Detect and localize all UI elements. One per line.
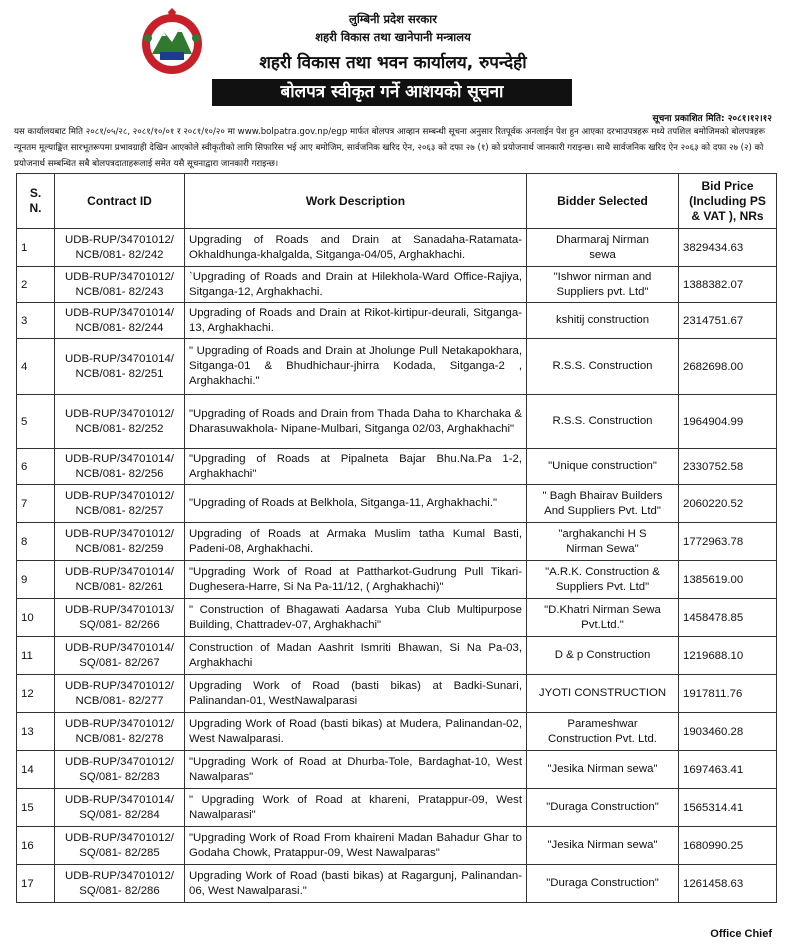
signature-office-chief: Office Chief bbox=[710, 928, 772, 940]
cell-price: 1388382.07 bbox=[679, 267, 777, 303]
cell-price: 1385619.00 bbox=[679, 561, 777, 599]
cell-bidder: kshitij construction bbox=[527, 303, 679, 339]
cell-price: 1680990.25 bbox=[679, 827, 777, 865]
cell-contract-id: UDB-RUP/34701012/ NCB/081- 82/278 bbox=[55, 713, 185, 751]
cell-bidder: "Unique construction" bbox=[527, 449, 679, 485]
header-bidder: Bidder Selected bbox=[527, 174, 679, 229]
cell-contract-id: UDB-RUP/34701014/ NCB/081- 82/244 bbox=[55, 303, 185, 339]
table-row bbox=[17, 523, 777, 561]
cell-work: Upgrading of Roads and Drain at Rikot-kirtipur-deurali, Sitganga-13, Arghakhachi. bbox=[185, 303, 527, 339]
cell-price: 1697463.41 bbox=[679, 751, 777, 789]
office-title: शहरी विकास तथा भवन कार्यालय, रुपन्देही bbox=[259, 53, 527, 73]
cell-work: Construction of Madan Aashrit Ismriti Bhawan, Si Na Pa-03, Arghakhachi bbox=[185, 637, 527, 675]
cell-contract-id: UDB-RUP/34701012/ SQ/081- 82/286 bbox=[55, 865, 185, 903]
cell-contract-id: UDB-RUP/34701012/ NCB/081- 82/252 bbox=[55, 395, 185, 449]
cell-contract-id: UDB-RUP/34701012/ SQ/081- 82/283 bbox=[55, 751, 185, 789]
cell-bidder: " Bagh Bhairav Builders And Suppliers Pvt. Ltd" bbox=[527, 485, 679, 523]
cell-sn: 4 bbox=[17, 339, 55, 395]
cell-price: 3829434.63 bbox=[679, 229, 777, 267]
table-row bbox=[17, 637, 777, 675]
header-work: Work Description bbox=[185, 174, 527, 229]
table-row bbox=[17, 789, 777, 827]
cell-work: "Upgrading of Roads and Drain from Thada Daha to Kharchaka & Dharasuwakhola- Nipane-Mulbari, Sitganga 02/03, Arghakhachi" bbox=[185, 395, 527, 449]
cell-bidder: R.S.S. Construction bbox=[527, 339, 679, 395]
cell-work: "Upgrading Work of Road at Dhurba-Tole, Bardaghat-10, West Nawalparas" bbox=[185, 751, 527, 789]
cell-sn: 1 bbox=[17, 229, 55, 267]
table-row bbox=[17, 267, 777, 303]
table-row bbox=[17, 827, 777, 865]
cell-work: Upgrading Work of Road (basti bikas) at Mudera, Palinandan-02, West Nawalparasi. bbox=[185, 713, 527, 751]
cell-price: 1903460.28 bbox=[679, 713, 777, 751]
cell-work: " Construction of Bhagawati Aadarsa Yuba Club Multipurpose Building, Chattradev-07, Arghakhachi" bbox=[185, 599, 527, 637]
cell-work: Upgrading of Roads at Armaka Muslim tatha Kumal Basti, Padeni-08, Arghakhachi. bbox=[185, 523, 527, 561]
cell-work: " Upgrading of Roads and Drain at Jholunge Pull Netakapokhara, Sitganga-01 & Bhudhichaur-jhirra Kodada, Sitganga-2 , Arghakhachi." bbox=[185, 339, 527, 395]
cell-sn: 17 bbox=[17, 865, 55, 903]
cell-sn: 9 bbox=[17, 561, 55, 599]
cell-sn: 5 bbox=[17, 395, 55, 449]
cell-bidder: Dharmaraj Nirman sewa bbox=[527, 229, 679, 267]
cell-contract-id: UDB-RUP/34701014/ SQ/081- 82/267 bbox=[55, 637, 185, 675]
cell-contract-id: UDB-RUP/34701012/ NCB/081- 82/242 bbox=[55, 229, 185, 267]
cell-work: "Upgrading Work of Road at Pattharkot-Gudrung Pull Tikari-Dughesera-Harre, Si Na Pa-11/12, ( Arghakhachi)" bbox=[185, 561, 527, 599]
table-header-row bbox=[17, 174, 777, 229]
table-row bbox=[17, 303, 777, 339]
header-contract-id: Contract ID bbox=[55, 174, 185, 229]
cell-work: "Upgrading of Roads at Belkhola, Sitganga-11, Arghakhachi." bbox=[185, 485, 527, 523]
cell-contract-id: UDB-RUP/34701012/ NCB/081- 82/243 bbox=[55, 267, 185, 303]
cell-bidder: "Ishwor nirman and Suppliers pvt. Ltd" bbox=[527, 267, 679, 303]
cell-sn: 8 bbox=[17, 523, 55, 561]
cell-price: 1917811.76 bbox=[679, 675, 777, 713]
cell-work: "Upgrading of Roads at Pipalneta Bajar Bhu.Na.Pa 1-2, Arghakhachi" bbox=[185, 449, 527, 485]
cell-work: " Upgrading Work of Road at khareni, Pratappur-09, West Nawalparasi" bbox=[185, 789, 527, 827]
cell-bidder: R.S.S. Construction bbox=[527, 395, 679, 449]
cell-work: Upgrading Work of Road (basti bikas) at Badki-Sunari, Palinandan-01, WestNawalparasi bbox=[185, 675, 527, 713]
cell-bidder: "D.Khatri Nirman Sewa Pvt.Ltd." bbox=[527, 599, 679, 637]
header-price bbox=[679, 174, 777, 229]
cell-bidder: "Duraga Construction" bbox=[527, 865, 679, 903]
cell-sn: 16 bbox=[17, 827, 55, 865]
cell-bidder: "A.R.K. Construction & Suppliers Pvt. Ltd" bbox=[527, 561, 679, 599]
table-row bbox=[17, 599, 777, 637]
cell-price: 1964904.99 bbox=[679, 395, 777, 449]
cell-price: 1565314.41 bbox=[679, 789, 777, 827]
cell-sn: 15 bbox=[17, 789, 55, 827]
cell-bidder: "Jesika Nirman sewa" bbox=[527, 751, 679, 789]
table-body bbox=[17, 229, 777, 903]
cell-bidder: JYOTI CONSTRUCTION bbox=[527, 675, 679, 713]
cell-contract-id: UDB-RUP/34701012/ NCB/081- 82/257 bbox=[55, 485, 185, 523]
cell-contract-id: UDB-RUP/34701012/ SQ/081- 82/285 bbox=[55, 827, 185, 865]
cell-price: 1772963.78 bbox=[679, 523, 777, 561]
cell-price: 1458478.85 bbox=[679, 599, 777, 637]
cell-sn: 2 bbox=[17, 267, 55, 303]
cell-contract-id: UDB-RUP/34701014/ NCB/081- 82/251 bbox=[55, 339, 185, 395]
cell-contract-id: UDB-RUP/34701014/ NCB/081- 82/261 bbox=[55, 561, 185, 599]
cell-bidder: "arghakanchi H S Nirman Sewa" bbox=[527, 523, 679, 561]
table-row bbox=[17, 339, 777, 395]
cell-sn: 14 bbox=[17, 751, 55, 789]
intro-paragraph: यस कार्यालयबाट मिति २०८१/०५/२८, २०८१/१०/०१ र २०८१/१०/२० मा www.bolpatra.gov.np/egp मार्फत बोलपत्र आव्हान सम्बन्धी सूचना अनुसार रितपूर्वक अनलाईन पेश हुन आएका दरभाउपत्रहरू मध्ये तपशिल बमोजिमको बोलपत्रहरू न्यूनतम मूल्याङ्कित सारभूतरूपमा प्रभावग्राही देखिन आएकोले स्वीकृतीको लागि सिफारिस भई आए बमोजिम, सार्वजनिक खरिद ऐन, २०६३ को दफा २७ (१) को प्रयोजनार्थ जानकारी गराइन्छ। साथै सार्वजनिक खरिद ऐन २०६३ को दफा २७ (२) को प्रयोजनार्थ सम्बन्धित सबै बोलपत्रदाताहरूलाई समेत यसै सूचनाद्वारा जानकारी गराइन्छ। bbox=[14, 127, 766, 169]
table-row bbox=[17, 561, 777, 599]
cell-sn: 11 bbox=[17, 637, 55, 675]
cell-sn: 6 bbox=[17, 449, 55, 485]
cell-sn: 10 bbox=[17, 599, 55, 637]
published-date: सूचना प्रकाशित मिति: २०८१।१२।१२ bbox=[652, 114, 772, 124]
cell-price: 2060220.52 bbox=[679, 485, 777, 523]
cell-bidder: "Jesika Nirman sewa" bbox=[527, 827, 679, 865]
cell-work: `Upgrading of Roads and Drain at Hilekhola-Ward Office-Rajiya, Sitganga-12, Arghakhachi. bbox=[185, 267, 527, 303]
table-row bbox=[17, 713, 777, 751]
cell-price: 2314751.67 bbox=[679, 303, 777, 339]
table-row bbox=[17, 395, 777, 449]
cell-bidder: "Duraga Construction" bbox=[527, 789, 679, 827]
cell-bidder: D & p Construction bbox=[527, 637, 679, 675]
cell-sn: 7 bbox=[17, 485, 55, 523]
cell-price: 1261458.63 bbox=[679, 865, 777, 903]
table-row bbox=[17, 449, 777, 485]
header-sn-label: S. N. bbox=[29, 186, 42, 215]
cell-price: 1219688.10 bbox=[679, 637, 777, 675]
cell-work: Upgrading Work of Road (basti bikas) at Ragargunj, Palinandan-06, West Nawalparasi." bbox=[185, 865, 527, 903]
table-row bbox=[17, 229, 777, 267]
table-row bbox=[17, 485, 777, 523]
cell-sn: 13 bbox=[17, 713, 55, 751]
header-price-label: Bid Price (Including PS & VAT ), NRs bbox=[689, 178, 766, 223]
bid-table bbox=[16, 173, 777, 903]
cell-price: 2330752.58 bbox=[679, 449, 777, 485]
cell-work: Upgrading of Roads and Drain at Sanadaha-Ratamata-Okhaldhunga-khalgalda, Sitganga-04/05, Arghakhachi. bbox=[185, 229, 527, 267]
cell-contract-id: UDB-RUP/34701014/ NCB/081- 82/256 bbox=[55, 449, 185, 485]
cell-work: "Upgrading Work of Road From khaireni Madan Bahadur Ghar to Godaha Chowk, Pratappur-09, West Nawalparas" bbox=[185, 827, 527, 865]
ministry-name: शहरी विकास तथा खानेपानी मन्त्रालय bbox=[315, 30, 471, 44]
notice-banner: बोलपत्र स्वीकृत गर्ने आशयको सूचना bbox=[212, 79, 572, 106]
cell-price: 2682698.00 bbox=[679, 339, 777, 395]
header-sn bbox=[17, 174, 55, 229]
notice-header bbox=[0, 0, 786, 110]
cell-contract-id: UDB-RUP/34701012/ NCB/081- 82/277 bbox=[55, 675, 185, 713]
cell-sn: 3 bbox=[17, 303, 55, 339]
table-row bbox=[17, 675, 777, 713]
cell-sn: 12 bbox=[17, 675, 55, 713]
table-row bbox=[17, 751, 777, 789]
cell-contract-id: UDB-RUP/34701012/ NCB/081- 82/259 bbox=[55, 523, 185, 561]
cell-bidder: Parameshwar Construction Pvt. Ltd. bbox=[527, 713, 679, 751]
table-row bbox=[17, 865, 777, 903]
government-name: लुम्बिनी प्रदेश सरकार bbox=[349, 12, 437, 26]
cell-contract-id: UDB-RUP/34701013/ SQ/081- 82/266 bbox=[55, 599, 185, 637]
cell-contract-id: UDB-RUP/34701014/ SQ/081- 82/284 bbox=[55, 789, 185, 827]
